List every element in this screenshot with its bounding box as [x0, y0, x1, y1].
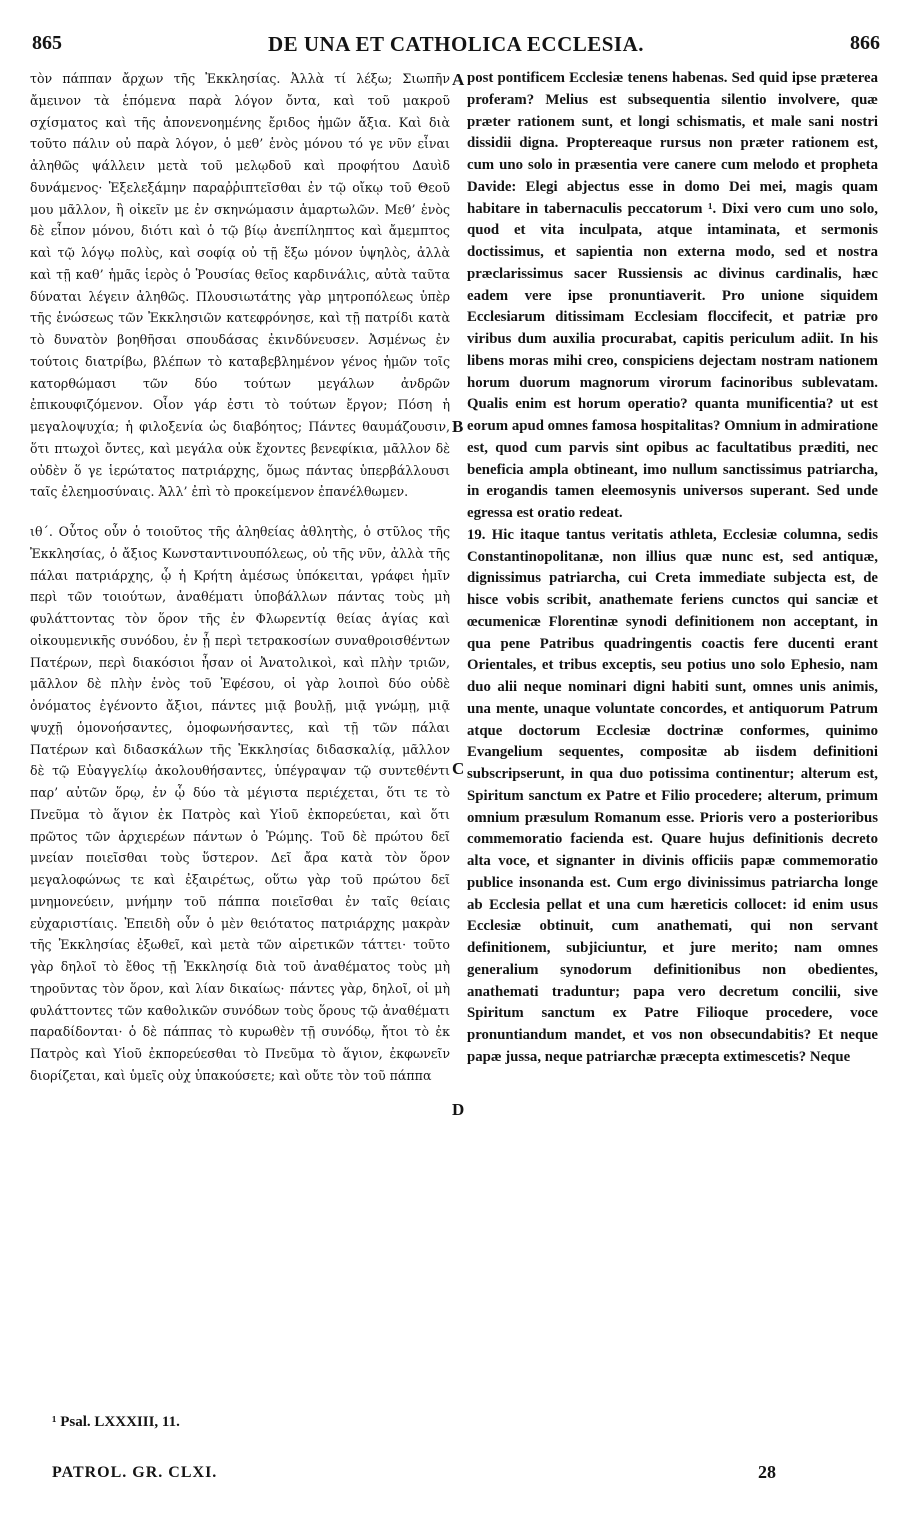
greek-column — [30, 68, 450, 1087]
margin-marker-d: D — [452, 1100, 465, 1119]
margin-marker-a: A — [452, 70, 465, 89]
margin-marker-c: C — [452, 759, 465, 778]
running-title: DE UNA ET CATHOLICA ECCLESIA. — [267, 32, 645, 56]
greek-paragraph-1: τὸν πάππαν ἄρχων τῆς Ἐκκλησίας. Ἀλλὰ τί λέξω; Σιωπῆν ἄμεινον τὰ ἑπόμενα παρὰ λόγον ὄντα, καὶ τοῦ μακροῦ σχίσματος καὶ τῆς ἀπονενοημένης ἔριδος ἡμῶν ἄξια. Καὶ διὰ τοῦτο πάλιν οὐ παρὰ λόγον, ὁ μεθ’ ἑνὸς μόνου τό γε νῦν εἶναι ἀληθῶς ψάλλειν μετὰ τοῦ μελῳδοῦ καὶ προφήτου Δαυὶδ δυνάμενος· Ἐξελεξάμην παραῤῥιπτεῖσθαι ἐν τῷ οἴκῳ τοῦ Θεοῦ μου μᾶλλον, ἢ οἰκεῖν με ἐν σκηνώμασιν ἁμαρτωλῶν. Μεθ’ ἑνὸς δὲ εἶπον μόνου, διότι καὶ ὁ τῷ βίῳ ἀνεπίληπτος καὶ ἄμεμπτος καὶ τῷ λόγῳ πολὺς, καὶ σοφίᾳ οὐ τῇ ἔξω μόνον ὑψηλὸς, ἀλλὰ καὶ τῇ καθ’ ἡμᾶς ἱερὸς ὁ Ῥουσίας θεῖος καρδινάλις, αὐτὰ ταῦτα δύναται λέγειν ἀληθῶς. Πλουσιωτάτης γὰρ μητροπόλεως ὑπὲρ τῆς ἑνώσεως τῶν Ἐκκλησιῶν κατεφρόνησε, καὶ τῇ πατρίδι κατὰ τὸ δυνατὸν βοηθῆσαι σπουδάσας ἐκινδύνευσεν. Ἀσμένως ἐν τούτοις διατρίβω, βλέπων τὸ καταβεβλημένον γένος ἡμῶν τοῖς κατορθώμασι τῶν δύο τούτων μεγάλων ἀνδρῶν ἐπικουφιζόμενον. Οἷον γάρ ἐστι τὸ τούτων ἔργον; Πόση ἡ μεγαλοψυχία; ἡ φιλοξενία ὡς διαβόητος; Πάντες θαυμάζουσιν, ὅτι πτωχοὶ ὄντες, καὶ μεγάλα οὐκ ἔχοντες βενεφίκια, μᾶλλον δὲ οὐδὲν ὅ γε ἱερώτατος πατριάρχης, ὅμως πάντας ὑπερβάλλουσι ταῖς ἐλεημοσύναις. Ἀλλ’ ἐπὶ τὸ προκείμενον ἐπανέλθωμεν. — [30, 71, 450, 500]
latin-paragraph-2: 19. Hic itaque tantus veritatis athleta, Ecclesiæ columna, sedis Constantinopolitanæ, non illius quæ nunc est, sed antiquæ, dignissimus patriarcha, cui Creta immediate subjecta est, de hisce vobis scribit, anathemate feriens cunctos qui sanciæ et œcumenicæ Florentinæ synodi definitionem non acceptant, in qua pene Patribus quadringentis coactis fere ducenti erant Orientales, et tribus exceptis, seu potius uno solo Ephesio, nam duo alii neque nominari digni habiti sunt, omnes unis animis, una mente, unaque voluntate concordes, et antiquorum Patrum atque doctorum Ecclesiæ doctrinæ conformes, quinimo Evangelium sequentes, compositæ ab iisdem definitioni subscripserunt, in qua duo potissima continentur; alterum est, Spiritum sanctum ex Patre et Filio procedere; alterum, primum omnium præsulum Romanum esse. Prioris vero a posterioribus commemoratio facienda est. Quare hujus definitionis decreto alta voce, et signanter in divinis officiis papæ commemoratio publice insonanda est. Cum ergo divinissimus patriarcha longe ab Ecclesia pellat et una cum hæreticis collocet: id enim usus Ecclesiæ obtinuit, cum anathemati, qui non servant definitionem, subjiciuntur, et jure merito; nam omnes generalium synodorum definitionibus non obedientes, anathemati traduntur; papa vero decretum concilii, sive Spiritum sanctum ex Patre Filioque procedere, voce pronuntiandum mandet, et vos non obsecundabitis? Et neque papæ jussa, neque patriarchæ præcepta extimescetis? Neque — [467, 526, 878, 1065]
greek-paragraph-2: ιθ΄. Οὗτος οὖν ὁ τοιοῦτος τῆς ἀληθείας ἀθλητὴς, ὁ στῦλος τῆς Ἐκκλησίας, ὁ ἄξιος Κωνσταντινουπόλεως, οὐ τῆς νῦν, ἀλλὰ τῆς πάλαι πατριάρχης, ᾧ ἡ Κρήτη ἀμέσως ὑπόκειται, γράφει ἡμῖν περὶ τῶν τοιούτων, ἀναθέματι ὑποβάλλων πάντας τοὺς μὴ φυλάττοντας τὸν ὅρον τῆς ἐν Φλωρεντίᾳ θείας ἁγίας καὶ οἰκουμενικῆς συνόδου, ἐν ᾗ περὶ τετρακοσίων συναθροισθέντων Πατέρων, περὶ διακόσιοι ἦσαν οἱ Ἀνατολικοὶ, καὶ πλὴν τριῶν, μᾶλλον δὲ πλὴν ἑνὸς τοῦ Ἐφέσου, οἱ γὰρ λοιποὶ δύο οὐδὲ ὀνόματος ἐγένοντο ἄξιοι, πάντες μιᾷ βουλῇ, μιᾷ γνώμῃ, μιᾷ ψυχῇ ὁμονοήσαντες, ὁμοφωνήσαντες, καὶ τῇ τῶν πάλαι Πατέρων καὶ διδασκάλων τῆς Ἐκκλησίας διδασκαλίᾳ, μᾶλλον δὲ τῷ Εὐαγγελίῳ ἀκολουθήσαντες, ὑπέγραψαν τῷ συντεθέντι παρ’ αὐτῶν ὅρῳ, ἐν ᾧ δύο τὰ μέγιστα περιέχεται, ὅτι τε τὸ Πνεῦμα τὸ ἅγιον ἐκ Πατρὸς καὶ Υἱοῦ ἐκπορεύεται, καὶ ὅτι πρῶτος τῶν ἀρχιερέων πάντων ὁ Ῥώμης. Τοῦ δὲ πρώτου δεῖ μνείαν ποιεῖσθαι τοὺς ὕστερον. Δεῖ ἄρα κατὰ τὸν ὅρον μεγαλοφώνως τε καὶ ἐξαιρέτως, οὕτω γὰρ τοῦ πρώτου δεῖ μνημονεύειν, μνήμην τοῦ πάππα ποιεῖσθαι ἐν ταῖς θείαις εὐχαριστίαις. Ἐπειδὴ οὖν ὁ μὲν θειότατος πατριάρχης μακρὰν τῆς Ἐκκλησίας ἐξωθεῖ, καὶ μετὰ τῶν αἱρετικῶν τάττει· τοῦτο γὰρ δηλοῖ τὸ ἔθος τῇ Ἐκκλησίᾳ διὰ τοῦ ἀναθέματος τοὺς μὴ τηροῦντας τὸν ὅρον, καὶ λίαν δικαίως· πάντες γὰρ, δηλοῖ, οἱ μὴ φυλάττοντες τῶν καθολικῶν συνόδων τοὺς ὅρους τῷ ἀναθέματι παραδίδονται· ὁ δὲ πάππας τὸ κυρωθὲν τῇ συνόδῳ, ἤτοι τὸ ἐκ Πατρὸς καὶ Υἱοῦ ἐκπορεύεσθαι τὸ Πνεῦμα τὸ ἅγιον, ἐκφωνεῖν διορίζεται, καὶ ὑμεῖς οὐχ ὑπακούσετε; καὶ οὔτε τὸν τοῦ πάππα — [30, 524, 450, 1083]
latin-column — [467, 68, 878, 1069]
page-number-left: 865 — [32, 32, 62, 54]
footer-series-label: PATROL. GR. CLXI. — [52, 1464, 218, 1481]
page-number-right: 866 — [850, 32, 880, 54]
margin-marker-b: B — [452, 417, 464, 436]
footnote: ¹ Psal. LXXXIII, 11. — [52, 1414, 180, 1430]
page-header — [32, 32, 880, 58]
footer-signature-number: 28 — [758, 1462, 776, 1482]
latin-paragraph-1: post pontificem Ecclesiæ tenens habenas. Sed quid ipse præterea proferam? Melius est subsequentia silentio involvere, quæ præter rationem sunt, et longi schismatis, et male sani nostri dissidii digna. Proptereaque rursus non præter rationem est, cum uno solo in præsentia vere canere cum melodo et propheta Davide: Elegi abjectus esse in domo Dei mei, magis quam habitare in tabernaculis peccatorum ¹. Dixi vero cum uno solo, quod et vita inculpata, atque intaminata, et sermonis doctissimus, et sapientia non externa modo, sed et nostra præclarissimus sacer Russiensis ac divinus cardinalis, hæc eadem vere ipse pronuntiaverit. Pro unione siquidem Ecclesiarum ditissimam Ecclesiam floccifecit, et patriæ pro viribus dum auxilia procurabat, capitis periculum adiit. In his libens moras mihi creo, conspiciens dejectam nostram nationem horum duorum magnorum virorum facinoribus sublevatam. Qualis enim est horum operatio? quanta munificentia? ut est eorum apud omnes famosa hospitalitas? Omnium in admiratione est, quod cum parvis sint opibus ac facultatibus præditi, nec beneficia ampla obtineant, imo nullum sanctissimus patriarcha, in erogandis tamen eleemosynis universos superant. Sed unde egressa est oratio redeat. — [467, 70, 878, 521]
